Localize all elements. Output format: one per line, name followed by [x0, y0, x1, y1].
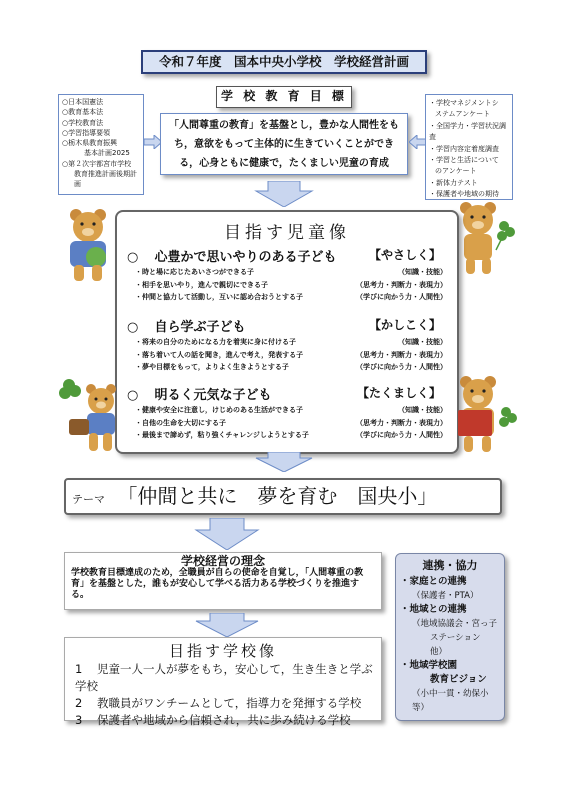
list-item: ・新体力テスト: [429, 178, 478, 187]
circle-icon: ○: [127, 388, 139, 403]
list-item: ・時と場に応じたあいさつができる子 （知識・技能）: [135, 268, 447, 276]
list-item: ○日本国憲法: [62, 98, 104, 106]
goal-items: [135, 266, 455, 304]
list-item: ・落ち着いて人の話を聞き，進んで考え，発表する子 （思考力・判断力・表現力）: [135, 350, 447, 359]
list-item: ・相手を思いやり，進んで親切にできる子 （思考力・判断力・表現力）: [135, 280, 447, 289]
list-item: 基本計画2025: [84, 149, 130, 158]
goal-items: [135, 336, 455, 374]
list-item: 教育推進計画後期計画: [74, 170, 137, 189]
list-item: ・地域学校園: [400, 660, 458, 671]
legal-basis-list: [58, 94, 144, 195]
bear-reading-book-icon: [452, 372, 518, 456]
management-philosophy: [64, 552, 382, 610]
list-item: 1 児童一人一人が夢をもち，安心して，生き生きと学ぶ学校: [75, 662, 373, 693]
list-item: ○学校教育法: [62, 118, 104, 127]
list-item: （保護者・PTA）: [412, 591, 479, 601]
collaboration-panel: [395, 553, 505, 721]
goal-tag: 【やさしく】: [368, 248, 441, 262]
list-item: ・保護者や地域の期待: [429, 190, 499, 199]
section-title: 目指す児童像: [224, 223, 350, 243]
bear-with-basket-icon: [55, 375, 121, 457]
list-item: ○第２次宇都宮市学校: [62, 159, 132, 168]
section-title: 連携・協力: [422, 559, 478, 572]
goal-tag: 【かしこく】: [368, 318, 441, 332]
list-item: ・最後まで諦めず，粘り強くチャレンジしようとする子 （学びに向かう力・人間性）: [135, 431, 447, 440]
list-item: のアンケート: [435, 167, 477, 176]
list-item: ステーション 他）: [430, 633, 490, 657]
school-goal-text: 「人間尊重の教育」を基盤とし，豊かな人間性をもち，意欲をもって主体的に生きていくことができる，心身ともに健康で，たくましい児童の育成: [160, 113, 408, 175]
list-item: 2 教職員がワンチームとして，指導力を発揮する学校: [75, 696, 362, 710]
bear-illustration-icon: [58, 205, 120, 285]
list-item: ・家庭との連携: [400, 576, 467, 587]
list-item: ・学習と生活について: [429, 156, 499, 165]
theme-text: 「仲間と共に 夢を育む 国央小」: [117, 484, 438, 508]
list-item: （地域協議会・宮っ子: [412, 619, 498, 629]
list-item: ○学習指導要領: [62, 128, 111, 137]
list-item: ・健康や安全に注意し，けじめのある生活ができる子 （知識・技能）: [135, 406, 447, 414]
list-item: 教育ビジョン: [430, 674, 487, 685]
goal-heading: ○ 心豊かで思いやりのある子ども 【やさしく】: [127, 248, 441, 265]
bear-with-clover-icon: [452, 198, 516, 280]
down-arrow-icon: [194, 518, 260, 550]
philosophy-text: 学校教育目標達成のため，全職員が自らの使命を自覚し，「人間尊重の教育」を基盤とした，誰もが安心して学べる活力ある学校づくりを推進する。: [71, 568, 364, 600]
goal-items: [135, 404, 455, 442]
list-item: ステムアンケート: [435, 110, 491, 119]
theme-label: テーマ: [72, 493, 105, 506]
list-item: ・夢や目標をもって，よりよく生きようとする子 （学びに向かう力・人間性）: [135, 363, 447, 372]
section-title: 学校経営の理念: [180, 554, 265, 568]
list-item: ・学習内容定着度調査: [429, 144, 499, 153]
list-item: ・自他の生命を大切にする子 （思考力・判断力・表現力）: [135, 418, 447, 427]
list-item: ・仲間と協力して活動し，互いに認め合おうとする子 （学びに向かう力・人間性）: [135, 293, 447, 302]
list-item: ・将来の自分のためになる力を着実に身に付ける子 （知識・技能）: [135, 338, 447, 346]
circle-icon: ○: [127, 250, 139, 265]
list-item: ・地域との連携: [400, 604, 467, 615]
list-item: ○教育基本法: [62, 108, 104, 117]
circle-icon: ○: [127, 320, 139, 335]
goal-heading: ○ 自ら学ぶ子ども 【かしこく】: [127, 318, 441, 335]
survey-list: [425, 94, 513, 200]
list-item: ・全国学力・学習状況調査: [429, 121, 506, 142]
down-arrow-icon: [254, 181, 314, 207]
list-item: ○栃木県教育振興: [62, 139, 118, 148]
down-arrow-icon: [254, 452, 314, 472]
target-school-panel: [64, 637, 382, 727]
list-item: 3 保護者や地域から信頼され，共に歩み続ける学校: [75, 713, 351, 727]
goal-heading: ○ 明るく元気な子ども 【たくましく】: [127, 386, 441, 403]
list-item: （小中一貫・幼保小等）: [412, 689, 489, 713]
goal-tag: 【たくましく】: [356, 386, 441, 400]
page-title: 令和７年度 国本中央小学校 学校経営計画: [141, 50, 427, 74]
goal-label: 学 校 教 育 目 標: [216, 86, 352, 108]
down-arrow-icon: [194, 613, 260, 637]
target-children-panel: [115, 210, 459, 454]
list-item: ・学校マネジメントシ: [429, 99, 499, 107]
section-title: 目指す学校像: [168, 642, 277, 660]
theme-banner: [64, 478, 502, 515]
